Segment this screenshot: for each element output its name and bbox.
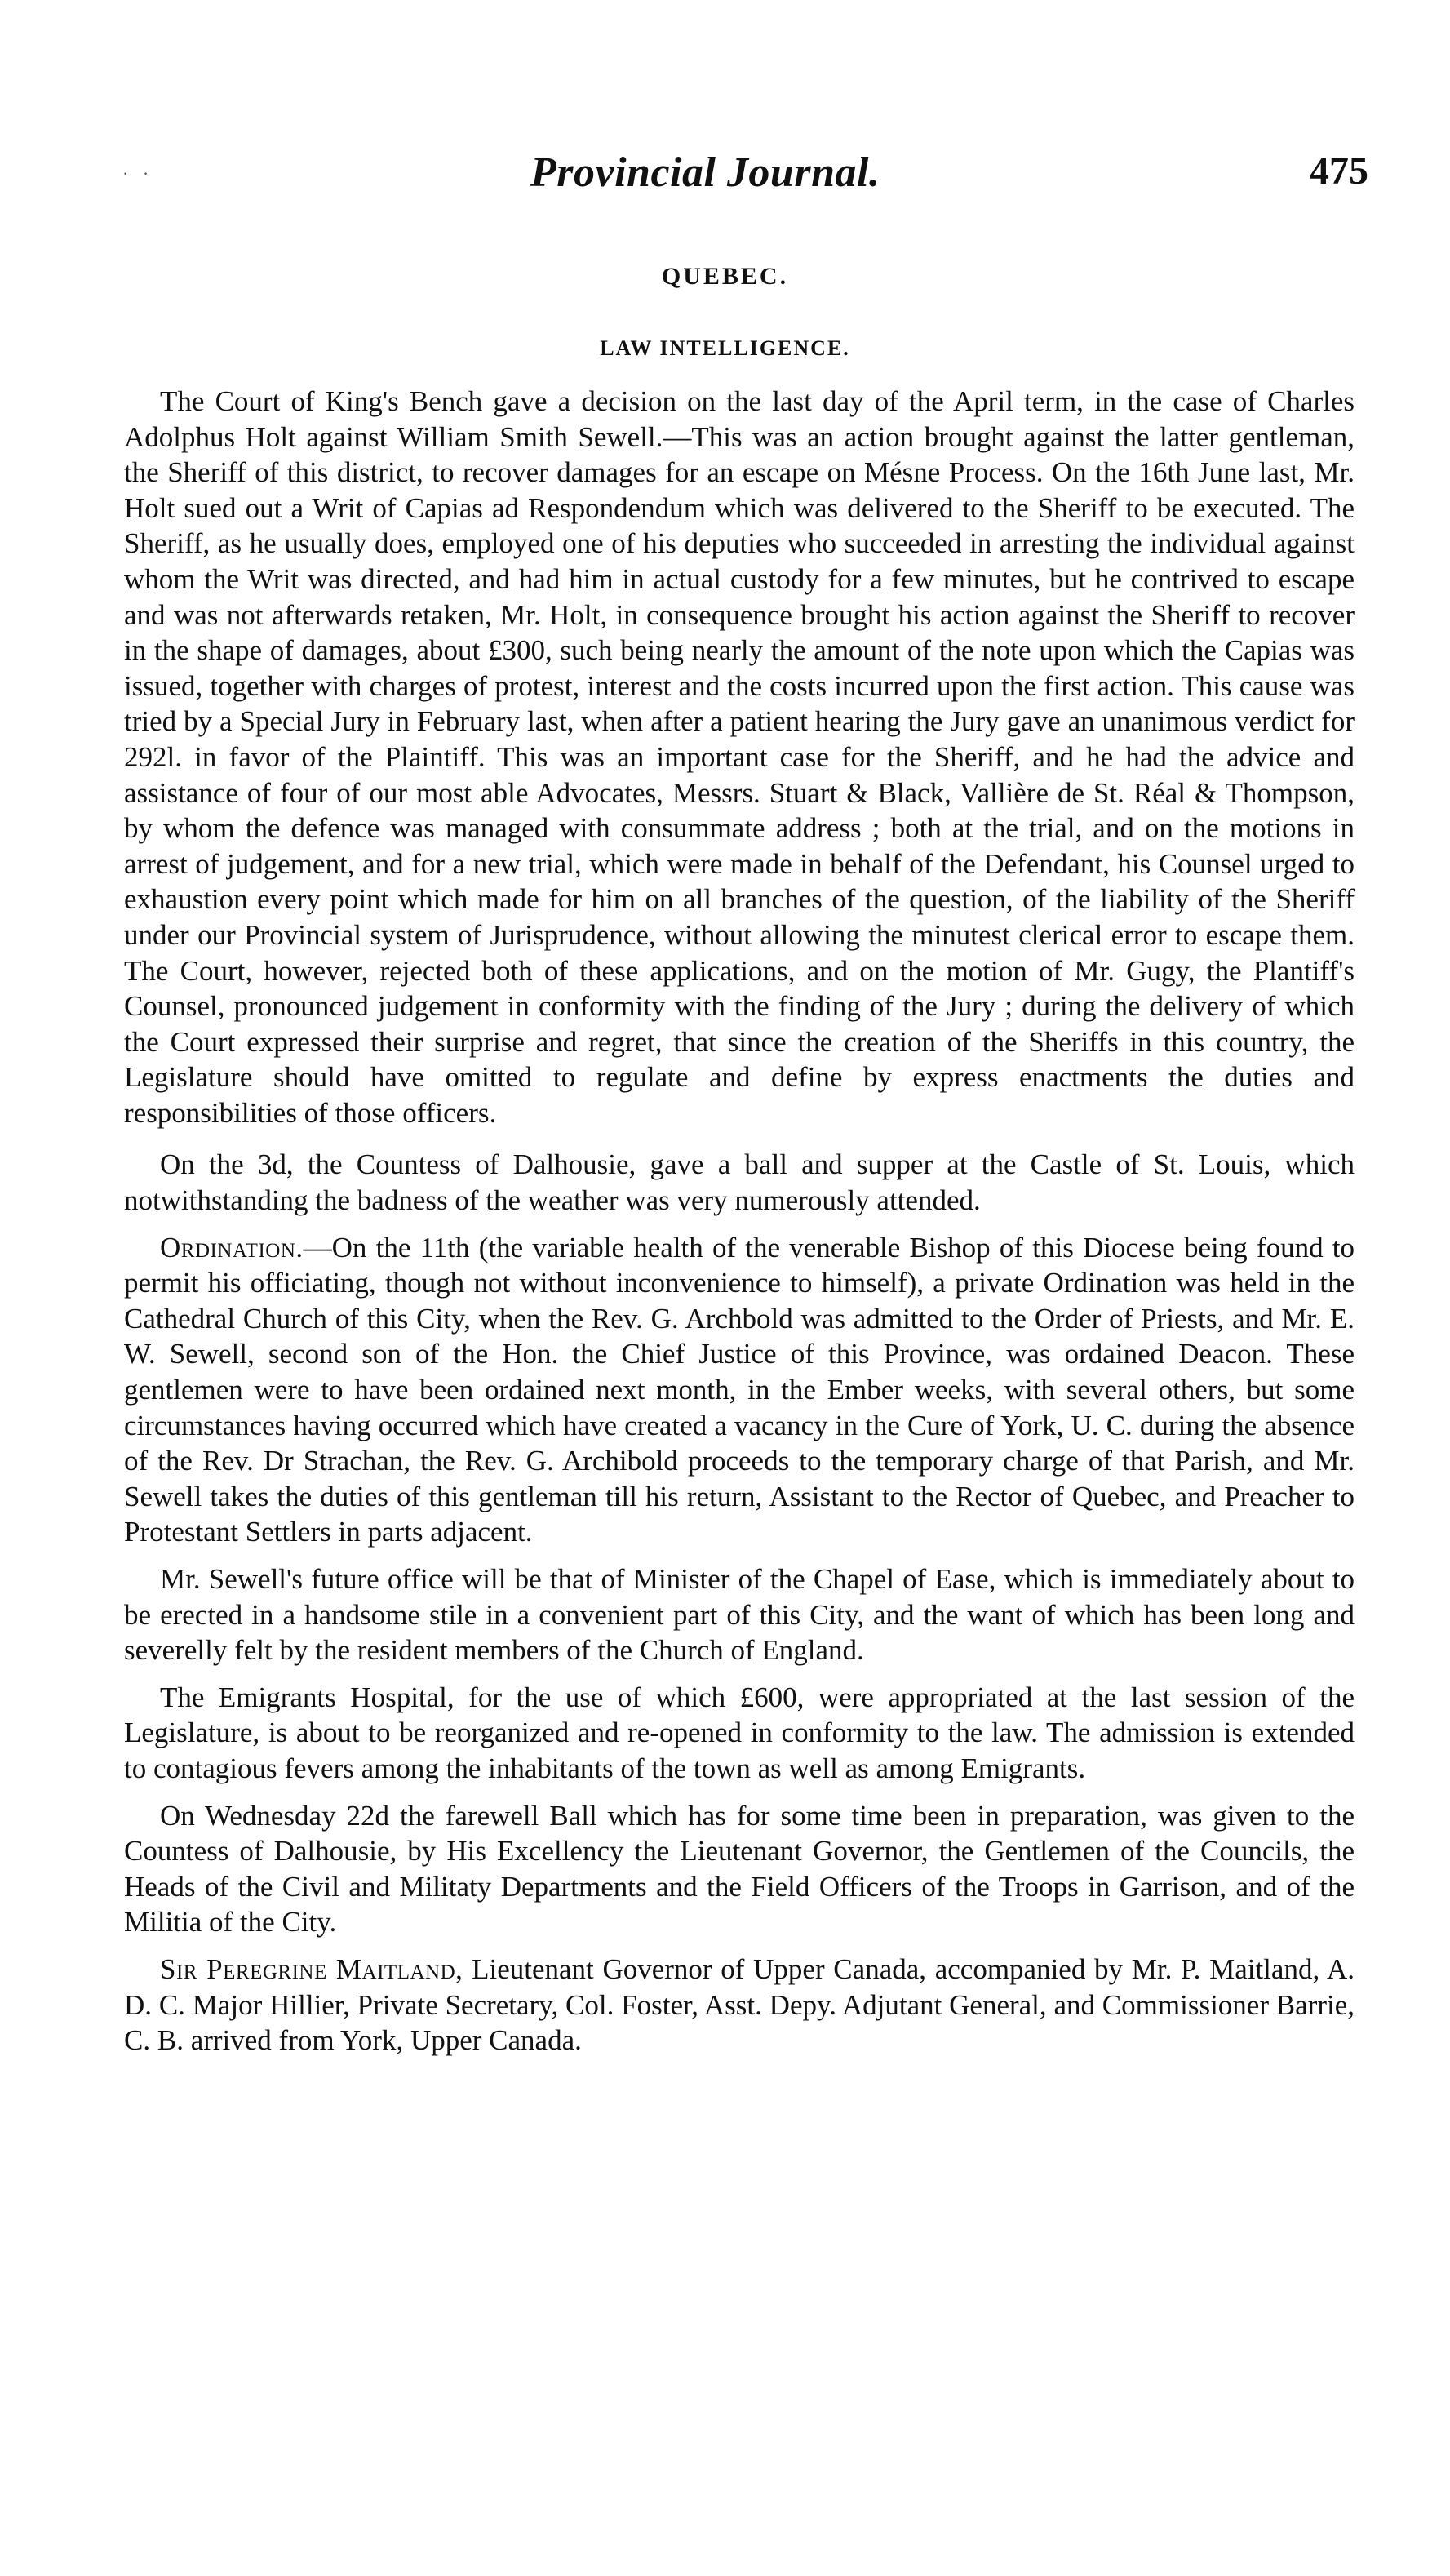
subsection-title: LAW INTELLIGENCE. [600, 336, 850, 360]
paragraph-farewell-ball [124, 1798, 1355, 1940]
section-title: QUEBEC. [661, 263, 789, 290]
print-speck-mark: · · [122, 163, 154, 184]
running-title: Provincial Journal. [530, 149, 880, 196]
paragraph-text: Lieutenant Governor of Upper Canada, accompanied by Mr. P. Maitland, A. D. C. Major Hillier, Private Secretary, Col. Foster, Asst. Depy. Adjutant General, and Commissioner Barrie, C. B. arrived from York, Upper Canada. [124, 1952, 1355, 2057]
paragraph-text: On Wednesday 22d the farewell Ball which has for some time been in preparation, was given to the Countess of Dalhousie, by His Excellency the Lieutenant Governor, the Gentlemen of the Councils, the Heads of the Civil and Militaty Departments and the Field Officers of the Troops in Garrison, and of the Militia of the City. [124, 1799, 1355, 1939]
paragraph-text: On the 3d, the Countess of Dalhousie, gave a ball and supper at the Castle of St. Louis, which notwithstanding the badness of the weather was very numerously attended. [124, 1148, 1355, 1217]
paragraph-law-case [124, 384, 1355, 1130]
paragraph-text: Mr. Sewell's future office will be that of Minister of the Chapel of Ease, which is immediately about to be erected in a handsome stile in a convenient part of this City, and the want of which has been long and severelly felt by the resident members of the Church of England. [124, 1563, 1355, 1667]
paragraph-chapel-of-ease [124, 1561, 1355, 1668]
article-body [124, 384, 1355, 2070]
paragraph-text: —On the 11th (the variable health of the venerable Bishop of this Diocese being found to permit his officiating, though not without inconvenience to himself), a private Ordination was held in the Cathedral Church of this City, when the Rev. G. Archbold was admitted to the Order of Priests, and Mr. E. W. Sewell, second son of the Hon. the Chief Justice of this Province, was ordained Deacon. These gentlemen were to have been ordained next month, in the Ember weeks, with several others, but some circumstances having occurred which have created a vacancy in the Cure of York, U. C. during the absence of the Rev. Dr Strachan, the Rev. G. Archibold proceeds to the temporary charge of that Parish, and Mr. Sewell takes the duties of this gentleman till his return, Assistant to the Rector of Quebec, and Preacher to Protestant Settlers in parts adjacent. [124, 1231, 1355, 1548]
paragraph-maitland-arrival [124, 1952, 1355, 2059]
paragraph-ordination [124, 1230, 1355, 1550]
paragraph-text: The Court of King's Bench gave a decision on the last day of the April term, in the case of Charles Adolphus Holt against William Smith Sewell.—This was an action brought against the latter gentleman, the Sheriff of this district, to recover damages for an escape on Mésne Process. On the 16th June last, Mr. Holt sued out a Writ of Capias ad Respondendum which was delivered to the Sheriff to be executed. The Sheriff, as he usually does, employed one of his deputies who succeeded in arresting the individual against whom the Writ was directed, and had him in actual custody for a few minutes, but he contrived to escape and was not afterwards retaken, Mr. Holt, in consequence brought his action against the Sheriff to recover in the shape of damages, about £300, such being nearly the amount of the note upon which the Capias was issued, together with charges of protest, interest and the costs incurred upon the first action. This cause was tried by a Special Jury in February last, when after a patient hearing the Jury gave an unanimous verdict for 292l. in favor of the Plaintiff. This was an important case for the Sheriff, and he had the advice and assistance of four of our most able Advocates, Messrs. Stuart & Black, Vallière de St. Réal & Thompson, by whom the defence was managed with consummate address ; both at the trial, and on the motions in arrest of judgement, and for a new trial, which were made in behalf of the Defendant, his Counsel urged to exhaustion every point which made for him on all branches of the question, of the liability of the Sheriff under our Provincial system of Jurisprudence, without allowing the minutest clerical error to escape them. The Court, however, rejected both of these applications, and on the motion of Mr. Gugy, the Plantiff's Counsel, pronounced judgement in conformity with the finding of the Jury ; during the delivery of which the Court expressed their surprise and regret, that since the creation of the Sheriffs in this country, the Legislature should have omitted to regulate and define by express enactments the duties and responsibilities of those officers. [124, 385, 1355, 1129]
paragraph-lead: Ordination. [160, 1231, 304, 1264]
paragraph-emigrants-hospital [124, 1680, 1355, 1787]
paragraph-lead: Sir Peregrine Maitland, [160, 1952, 463, 1985]
page-number: 475 [1310, 149, 1368, 193]
page-header [0, 149, 1450, 222]
paragraph-text: The Emigrants Hospital, for the use of which £600, were appropriated at the last session of the Legislature, is about to be reorganized and re-opened in conformity to the law. The admission is extended to contagious fevers among the inhabitants of the town as well as among Emigrants. [124, 1681, 1355, 1784]
paragraph-countess-ball [124, 1147, 1355, 1218]
